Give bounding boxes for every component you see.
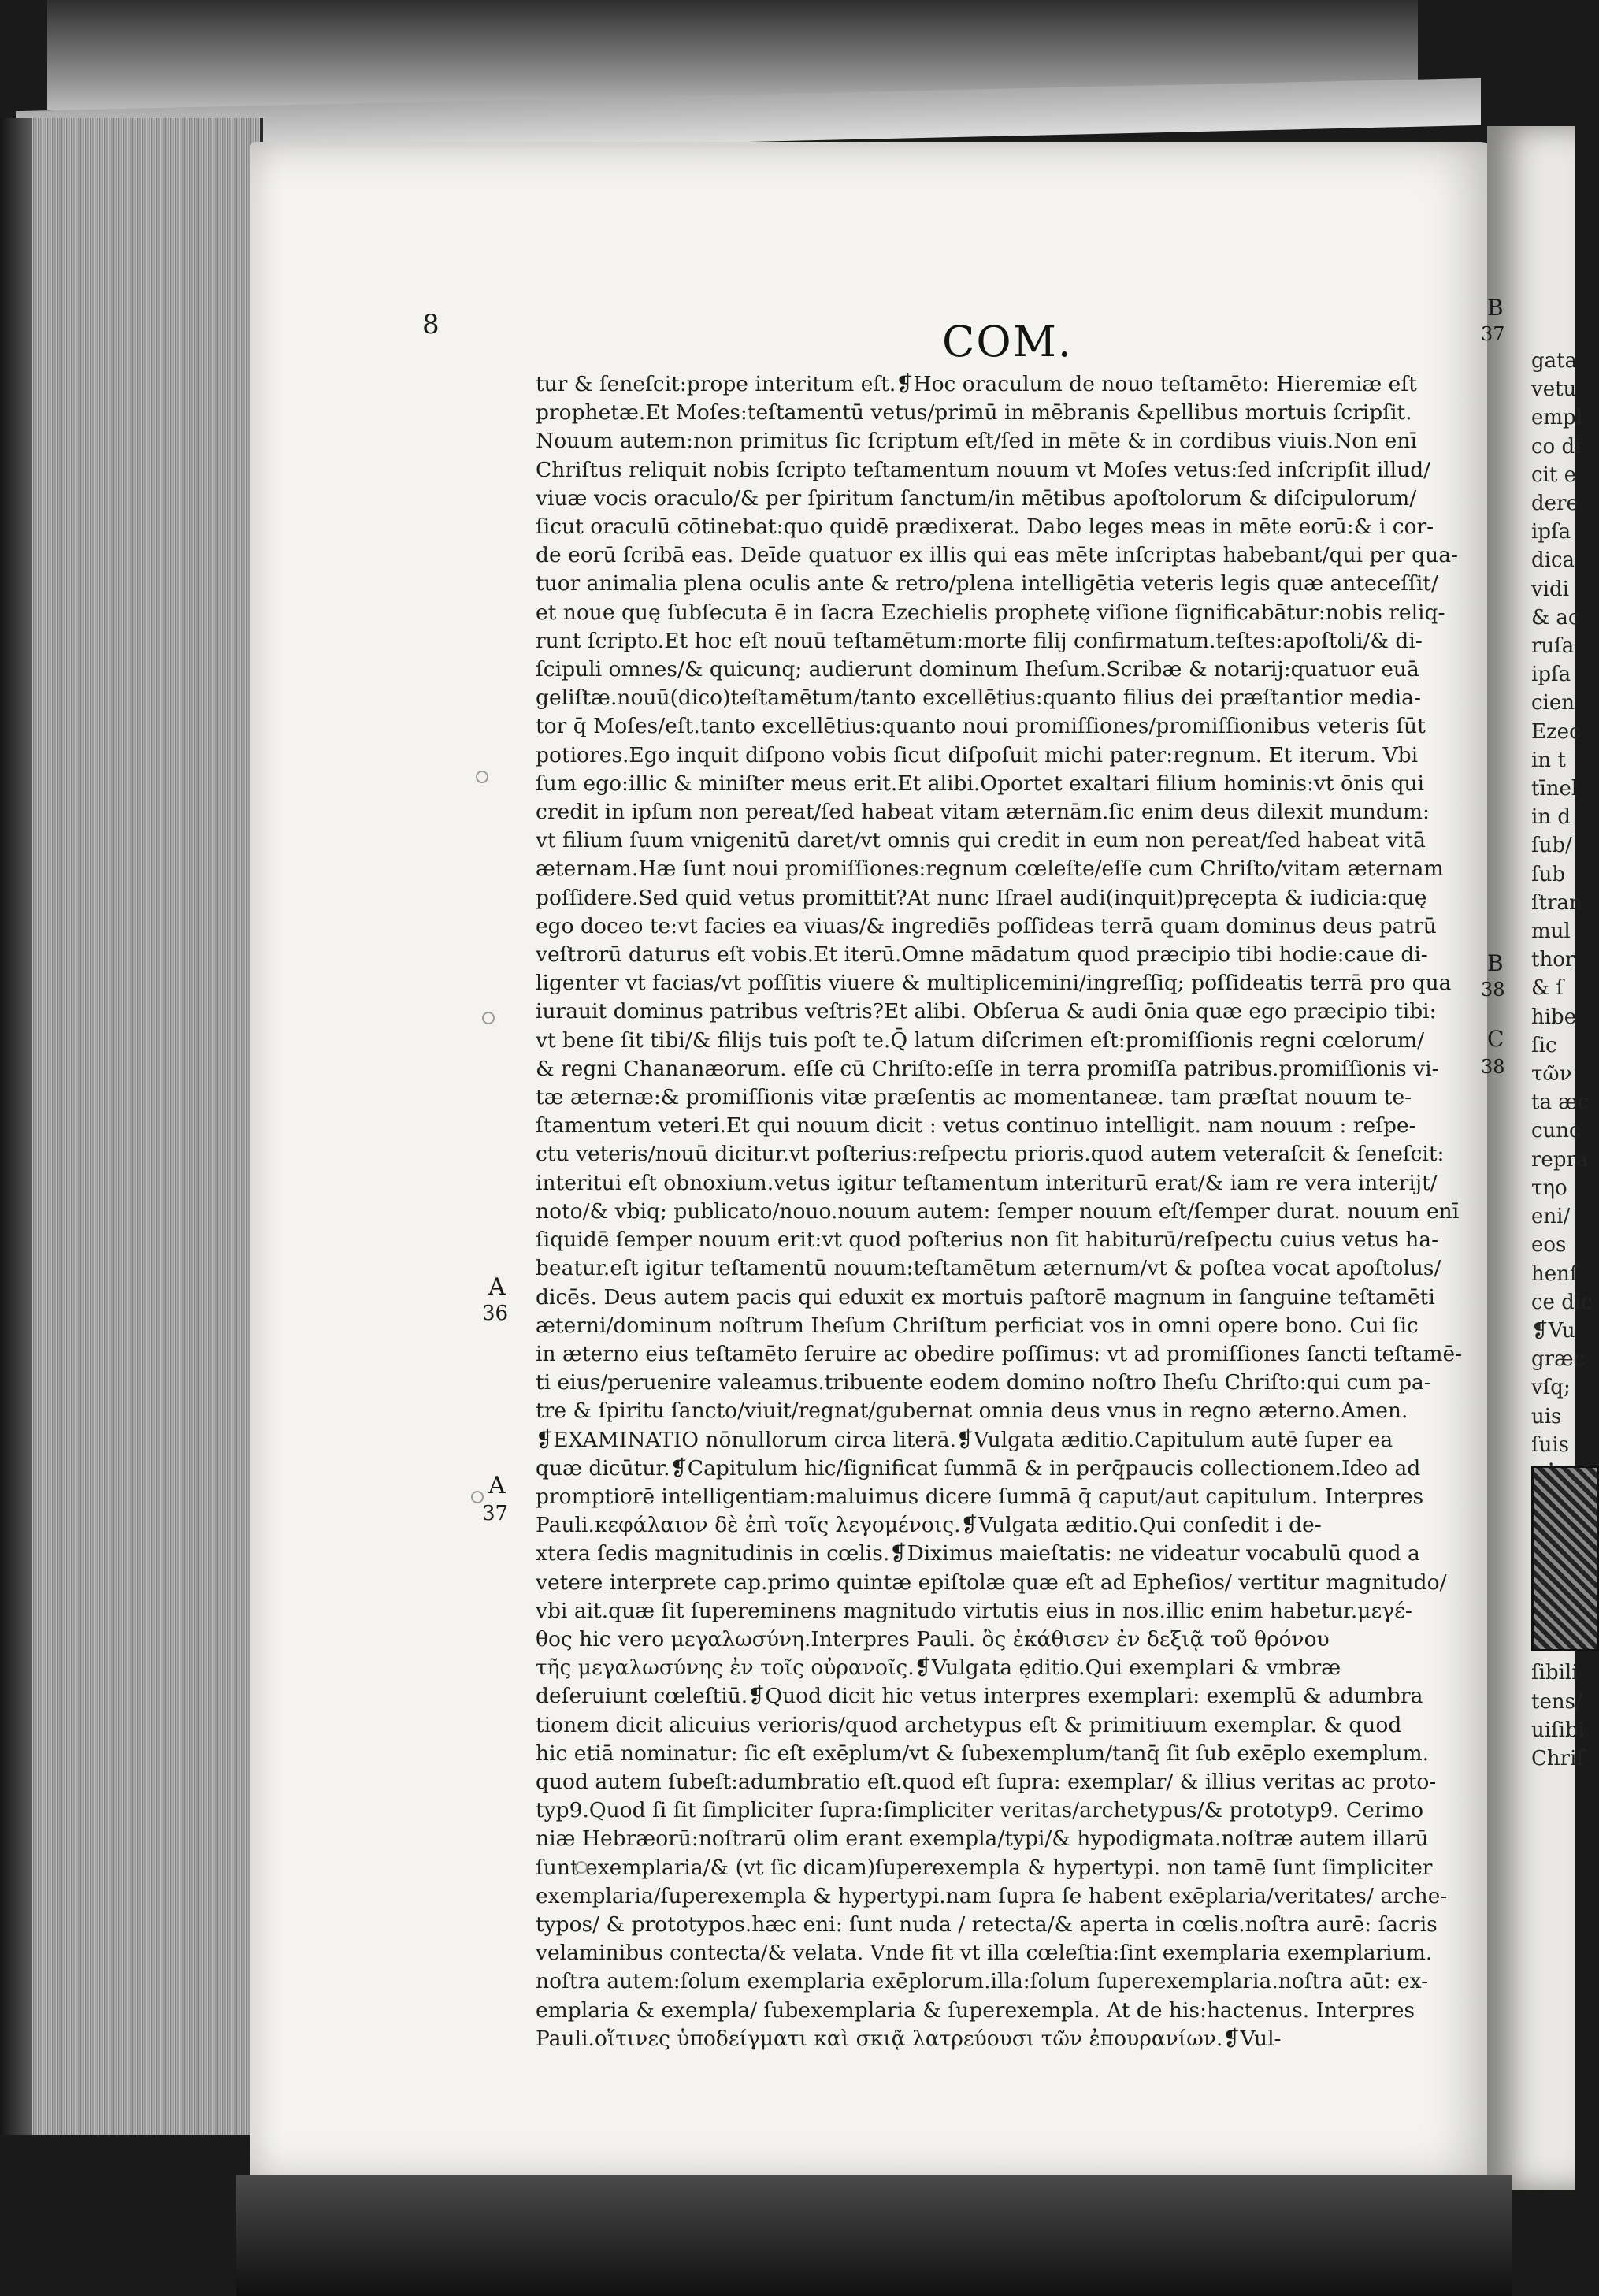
text-line: vt bene ſit tibi/& filijs tuis poſt te.Q̄ latum diſcrimen eſt:promiſſionis regni cœlorum/ [536,1027,1424,1053]
text-line: ſcipuli omnes/& quicunq; audierunt dominum Iheſum.Scribæ & notarij:quatuor euā [536,657,1419,682]
facing-text-fragment: empl [1531,406,1582,430]
text-line: Chriſtus reliquit nobis ſcripto teſtamentum nouum vt Moſes vetus:ſed inſcripſit illud/ [536,457,1431,482]
text-line: ego doceo te:vt facies ea viuas/& ingrediēs poſſideas terrā quam dominus deus patrū [536,913,1437,938]
facing-mark: C [1487,1026,1504,1052]
text-line: veſtrorū daturus eſt vobis.Et iterū.Omne mādatum quod præcipio tibi hodie:caue di- [536,942,1428,968]
facing-mark: 37 [1481,323,1505,345]
facing-text-fragment: τῶν [1531,1062,1572,1087]
pin-hole [575,1861,588,1874]
facing-text-fragment: uiſibi [1531,1718,1585,1742]
facing-text-fragment: ſub [1531,862,1566,886]
body-text [536,370,1463,2053]
text-line: xtera ſedis magnitudinis in cœlis.❡Diximus maieſtatis: ne videatur vocabulū quod a [536,1541,1420,1566]
text-line: & regni Chananæorum. eſſe cū Chriſto:eſſe in terra promiſſa patribus.promiſſionis vi- [536,1056,1439,1081]
facing-text-fragment: vſq; [1531,1376,1571,1400]
text-line: et noue quę ſubſecuta ē in ſacra Ezechielis prophetę viſione ſignificabātur:nobis reliq- [536,600,1445,625]
text-line: prophetæ.Et Moſes:teſtamentū vetus/primū in mēbranis &pellibus mortuis ſcripſit. [536,400,1412,425]
text-line: Pauli.κεφάλαιον δὲ ἐπὶ τοῖς λεγομένοις.❡Vulgata æditio.Qui conſedit i de- [536,1513,1322,1538]
decorated-initial [1531,1466,1599,1651]
pin-hole [482,1012,495,1024]
text-line: interitui eſt obnoxium.vetus igitur teſtamentum interiturū erat/& iam re vera interijt/ [536,1170,1438,1195]
facing-text-fragment: in t [1531,748,1566,772]
facing-text-fragment: & ac [1531,605,1580,630]
facing-text-fragment: ſub/ [1531,834,1572,858]
pin-hole [476,771,488,783]
facing-text-fragment: ❡Vu [1531,1318,1575,1343]
facing-mark: 38 [1481,979,1505,1001]
facing-text-fragment: vetu [1531,377,1577,402]
facing-text-fragment: & ſ [1531,976,1564,1001]
facing-mark: B [1487,295,1504,321]
text-line: ti eius/peruenire valeamus.tribuente eodem domino noſtro Iheſu Chriſto:qui cum pa- [536,1370,1431,1395]
text-line: quæ dicūtur.❡Capitulum hic/ſignificat ſummā & in perq̄paucis collectionem.Ideo ad [536,1455,1421,1481]
facing-text-fragment: græc [1531,1347,1586,1372]
facing-mark: B [1487,950,1504,976]
facing-text-fragment: tens/ [1531,1689,1582,1714]
book-spine [0,118,32,2135]
pin-hole [471,1491,484,1503]
text-line: ſicut oraculū cōtinebat:quo quidē prædixerat. Dabo leges meas in mēte eorū:& i cor- [536,515,1434,540]
book-bottom-edge [236,2175,1512,2296]
text-line: hic etiā nominatur: ſic eſt exēplum/vt & ſubexemplum/tanq̄ ſit ſub exēplo exemplum. [536,1741,1430,1766]
text-line: runt ſcripto.Et hoc eſt nouū teſtamētum:morte filij confirmatum.teſtes:apoſtoli/& di- [536,628,1423,653]
text-line: noſtra autem:ſolum exemplaria exēplorum.illa:ſolum ſuperexemplaria.noſtra aūt: ex- [536,1969,1429,1994]
text-line: deſeruiunt cœleſtiū.❡Quod dicit hic vetus interpres exemplari: exemplū & adumbra [536,1684,1423,1709]
text-line: ſtamentum veteri.Et qui nouum dicit : vetus continuo intelligit. nam nouum : reſpe- [536,1113,1416,1139]
facing-text-fragment: ta æc [1531,1090,1590,1115]
text-line: ſunt exemplaria/& (vt ſic dicam)ſuperexempla & hypertypi. non tamē ſunt ſimpliciter [536,1855,1433,1880]
facing-text-fragment: ipſa [1531,663,1571,687]
text-line: θος hic vero μεγαλωσύνη.Interpres Pauli. ὃς ἐκάθισεν ἐν δεξιᾷ τοῦ θρόνου [536,1626,1330,1651]
text-line: velaminibus contecta/& velata. Vnde fit vt illa cœleſtia:ſint exemplaria exemplarium. [536,1941,1433,1966]
facing-text-fragment: henſ [1531,1261,1578,1286]
text-line: niæ Hebræorū:noſtrarū olim erant exempla/typi/& hypodigmata.noſtræ autem illarū [536,1826,1429,1852]
text-line: ctu veteris/nouū dicitur.vt poſterius:reſpectu prioris.quod autem veteraſcit & ſeneſcit: [536,1142,1445,1167]
facing-text-fragment: tīnel [1531,777,1579,801]
facing-text-fragment: thor [1531,948,1575,972]
margin-mark-a: A [488,1273,506,1301]
text-line: ❡EXAMINATIO nōnullorum circa literā.❡Vulgata æditio.Capitulum autē ſuper ea [536,1427,1393,1452]
text-line: emplaria & exempla/ ſubexemplaria & ſuperexempla. At de his:hactenus. Interpres [536,1997,1415,2023]
text-line: tur & ſeneſcit:prope interitum eſt.❡Hoc oraculum de nouo teſtamēto: Hieremiæ eſt [536,372,1417,396]
facing-text-fragment: cit e [1531,463,1576,487]
facing-text-fragment: ce dic [1531,1290,1593,1314]
text-line: viuæ vocis oraculo/& per ſpiritum ſanctum/in mētibus apoſtolorum & diſcipulorum/ [536,485,1417,511]
text-line: τῆς μεγαλωσύνης ἐν τοῖς οὐρανοῖς.❡Vulgata ęditio.Qui exemplari & vmbræ [536,1655,1341,1681]
facing-text-fragment: ipſa [1531,520,1571,544]
facing-text-fragment: eos [1531,1233,1567,1258]
text-line: ligenter vt facias/vt poſſitis viuere & multiplicemini/ingreſſiq; poſſideatis terrā pro qua [536,971,1452,996]
facing-text-fragment: vidi [1531,577,1569,601]
text-line: exemplaria/ſuperexempla & hypertypi.nam ſupra ſe habent exēplaria/veritates/ arche- [536,1883,1448,1908]
text-line: tor q̄ Moſes/eſt.tanto excellētius:quanto noui promiſſiones/promiſſionibus veteris ſūt [536,714,1426,739]
text-line: æterni/dominum noſtrum Iheſum Chriſtum perficiat vos in omni opere bono. Cui ſic [536,1313,1419,1338]
text-line: geliſtæ.nouū(dico)teſtamētum/tanto excellētius:quanto filius dei præſtantior media- [536,685,1421,711]
running-head: COM. [942,317,1074,366]
text-line: beatur.eſt igitur teſtamentū nouum:teſtamētum æternum/vt & poſtea vocat apoſtolus/ [536,1256,1441,1281]
text-line: tre & ſpiritu ſancto/viuit/regnat/gubernat omnia deus vnus in regno æterno.Amen. [536,1399,1408,1424]
book-fore-edge [0,118,263,2135]
facing-text-fragment: eni/ [1531,1205,1571,1229]
facing-text-fragment: Chriſ [1531,1746,1585,1770]
text-line: tionem dicit alicuius verioris/quod archetypus eſt & primitiuum exemplar. & quod [536,1712,1402,1737]
facing-text-fragment: ſic [1531,1033,1557,1057]
facing-text-fragment: cunc [1531,1119,1581,1143]
facing-text-fragment: Ezec [1531,719,1581,744]
margin-mark-36: 36 [482,1302,509,1325]
text-line: æternam.Hæ ſunt noui promiſſiones:regnum cœleſte/eſſe cum Chriſto/vitam æternam [536,856,1444,882]
text-line: ſiquidē ſemper nouum erit:vt quod poſterius non ſit habiturū/reſpectu cuius vetus ha- [536,1228,1439,1253]
facing-text-fragment: ruſa [1531,634,1575,659]
text-line: potiores.Ego inquit diſpono vobis ſicut diſpoſuit michi pater:regnum. Et iterum. Vbi [536,742,1419,767]
text-line: tæ æternæ:& promiſſionis vitæ præſentis ac momentaneæ. tam præſtat nouum te- [536,1085,1412,1110]
text-line: iurauit dominus patribus veſtris?Et alibi. Obſerua & audi ōnia quæ ego præcipio tibi: [536,999,1437,1024]
folio-number: 8 [422,309,440,340]
text-line: Pauli.οἵτινες ὑποδείγματι καὶ σκιᾷ λατρεύουσι τῶν ἐπουρανίων.❡Vul- [536,2026,1282,2051]
margin-mark-a: A [488,1472,506,1499]
margin-mark-37: 37 [482,1502,509,1525]
text-line: ſum ego:illic & miniſter meus erit.Et alibi.Oportet exaltari filium hominis:vt ōnis qui [536,771,1424,796]
text-line: promptiorē intelligentiam:maluimus dicere ſummā q̄ caput/aut capitulum. Interpres [536,1484,1424,1509]
facing-text-fragment: uis [1531,1404,1562,1428]
text-line: credit in ipſum non pereat/ſed habeat vitam æternām.ſic enim deus dilexit mundum: [536,800,1430,825]
facing-text-fragment: hibe [1531,1005,1577,1029]
facing-mark: 38 [1481,1056,1505,1078]
text-line: vbi ait.quæ ſit ſupereminens magnitudo virtutis eius in nos.illic enim habetur.μεγέ- [536,1598,1412,1623]
text-line: in æterno eius teſtamēto ſeruire ac obedire poſſimus: vt ad promiſſiones ſancti teſtamē- [536,1341,1463,1366]
text-line: de eorū ſcribā eas. Deīde quatuor ex illis qui eas mēte inſcriptas habebant/qui per qua- [536,543,1458,568]
facing-text-fragment: co di [1531,434,1582,459]
facing-text-fragment: ſtran [1531,890,1582,915]
text-line: Nouum autem:non primitus ſic ſcriptum eſt/ſed in mēte & in cordibus viuis.Non enī [536,429,1417,454]
text-line: poſſidere.Sed quid vetus promittit?At nunc Iſrael audi(inquit)pręcepta & iudicia:quę [536,885,1427,910]
facing-text-fragment: in d [1531,805,1571,830]
facing-text-fragment: gata [1531,349,1578,373]
facing-text-fragment: ſibili [1531,1661,1579,1685]
text-line: tuor animalia plena oculis ante & retro/plena intelligētia veteris legis quæ anteceſſit/ [536,571,1438,596]
text-line: noto/& vbiq; publicato/nouo.nouum autem: ſemper nouum eſt/ſemper durat. nouum enī [536,1198,1460,1224]
facing-text-fragment: dica [1531,548,1575,573]
text-line: quod autem ſubeſt:adumbratio eſt.quod eſt ſupra: exemplar/ & illius veritas ac proto- [536,1769,1437,1794]
text-line: typ9.Quod ſi ſit ſimpliciter ſupra:ſimpliciter veritas/archetypus/& prototyp9. Cerimo [536,1798,1424,1823]
facing-text-fragment: repra [1531,1147,1589,1172]
text-line: vt filium ſuum vnigenitū daret/vt omnis qui credit in eum non pereat/ſed habeat vitā [536,828,1426,853]
facing-text-fragment: dere [1531,492,1579,516]
facing-text-fragment: τηο [1531,1176,1567,1200]
facing-text-fragment: cien [1531,691,1575,715]
text-line: vetere interprete cap.primo quintæ epiſtolæ quæ eſt ad Epheſios/ vertitur magnitudo/ [536,1570,1447,1595]
facing-text-fragment: ſuis [1531,1432,1570,1457]
text-line: dicēs. Deus autem pacis qui eduxit ex mortuis paſtorē magnum in ſanguine teſtamēti [536,1284,1435,1310]
facing-text-fragment: mul [1531,920,1571,944]
text-line: typos/ & prototypos.hæc eni: ſunt nuda / retecta/& aperta in cœlis.noſtra aurē: ſacris [536,1911,1438,1937]
